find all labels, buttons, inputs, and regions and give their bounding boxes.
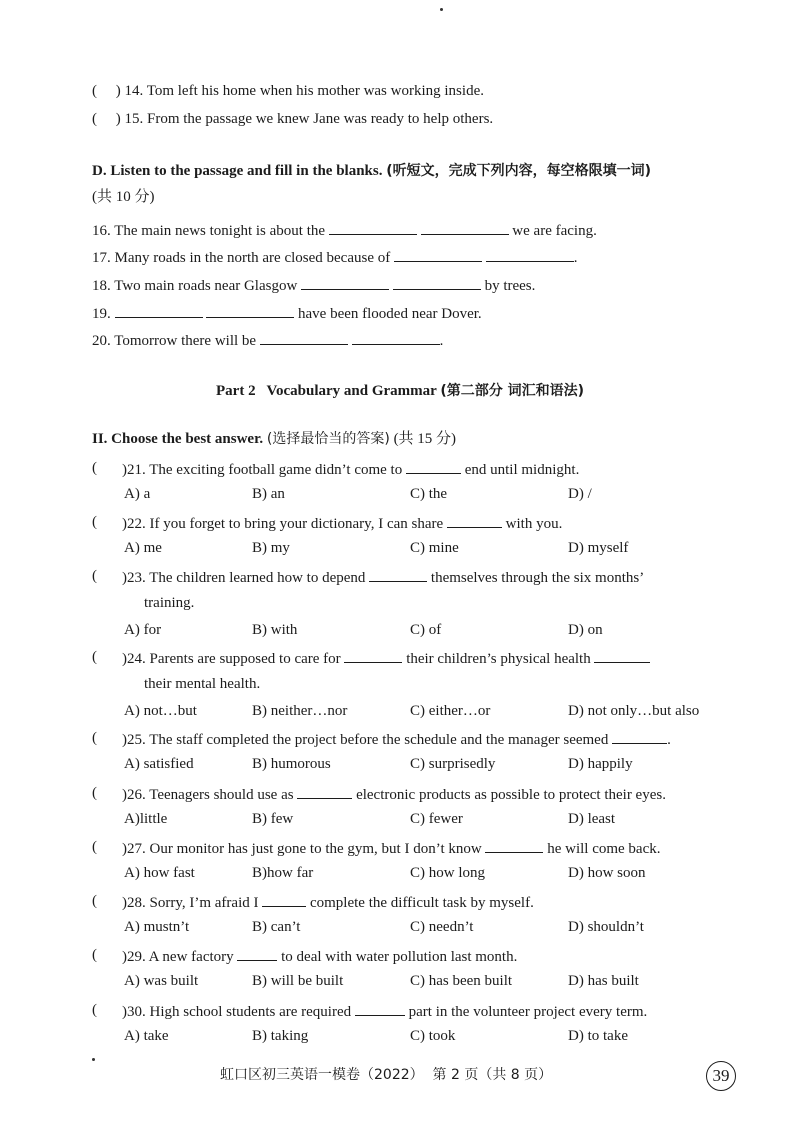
answer-paren[interactable]: ( (92, 460, 97, 476)
option-c[interactable]: C) surprisedly (410, 756, 496, 772)
question-text: part in the volunteer project every term. (408, 1004, 648, 1020)
section-ii-title: II. Choose the best answer. (92, 431, 264, 447)
option-c[interactable]: C) of (410, 622, 442, 638)
option-b[interactable]: B) with (252, 622, 298, 638)
scan-dot (440, 8, 443, 11)
blank-input[interactable] (297, 784, 352, 799)
blank-input[interactable] (352, 330, 440, 345)
question-text: The exciting football game didn’t come to (149, 462, 403, 478)
item-text: From the passage we knew Jane was ready to help others. (147, 111, 494, 127)
question-text: Our monitor has just gone to the gym, but I don’t know (149, 841, 482, 857)
question-number: )22. (122, 516, 150, 532)
question-text: their children’s physical health (406, 651, 591, 667)
option-d[interactable]: D) / (568, 486, 592, 502)
option-a[interactable]: A)little (124, 811, 168, 827)
question-text: Teenagers should use as (149, 787, 294, 803)
question-number: )26. (122, 787, 150, 803)
option-c[interactable]: C) took (410, 1028, 456, 1044)
answer-paren[interactable]: ( (92, 649, 97, 665)
option-d[interactable]: D) happily (568, 756, 633, 772)
question-text: electronic products as possible to protect their eyes. (356, 787, 666, 803)
blank-input[interactable] (394, 247, 482, 262)
option-c[interactable]: C) mine (410, 540, 459, 556)
tf-item-15 (92, 110, 493, 128)
blank-input[interactable] (594, 648, 650, 663)
question-text: themselves through the six months’ (430, 570, 645, 586)
blank-input[interactable] (329, 220, 417, 235)
question-22 (122, 513, 562, 533)
option-a[interactable]: A) satisfied (124, 756, 194, 772)
option-b[interactable]: B) my (252, 540, 290, 556)
question-text: he will come back. (547, 841, 661, 857)
option-a[interactable]: A) take (124, 1028, 169, 1044)
question-continuation: their mental health. (144, 676, 261, 692)
blank-input[interactable] (115, 303, 203, 318)
option-d[interactable]: D) not only…but also (568, 703, 700, 719)
question-text: The staff completed the project before the schedule and the manager seemed (149, 732, 609, 748)
option-c[interactable]: C) the (410, 486, 448, 502)
option-d[interactable]: D) to take (568, 1028, 628, 1044)
page-footer: 虹口区初三英语一模卷（2022） 第 2 页（共 8 页） (220, 1067, 553, 1083)
question-25 (122, 729, 671, 749)
question-text: complete the difficult task by myself. (309, 895, 534, 911)
item-text: Tom left his home when his mother was working inside. (146, 83, 484, 99)
question-30 (122, 1001, 647, 1021)
option-b[interactable]: B) humorous (252, 756, 331, 772)
tf-item-14 (92, 82, 484, 100)
blank-input[interactable] (485, 838, 543, 853)
option-d[interactable]: D) has built (568, 973, 639, 989)
option-a[interactable]: A) for (124, 622, 162, 638)
section-d-points: (共 10 分) (92, 189, 155, 205)
option-b[interactable]: B) an (252, 486, 285, 502)
question-24 (122, 648, 650, 668)
question-text: end until midnight. (464, 462, 580, 478)
question-text: If you forget to bring your dictionary, I can share (149, 516, 444, 532)
question-28 (122, 892, 534, 912)
fill-item-19: 19. have been flooded near Dover. (92, 303, 482, 323)
question-26 (122, 784, 666, 804)
question-number: )27. (122, 841, 150, 857)
question-continuation: training. (144, 595, 195, 611)
option-b[interactable]: B) taking (252, 1028, 309, 1044)
option-b[interactable]: B) few (252, 811, 294, 827)
option-b[interactable]: B) can’t (252, 919, 301, 935)
question-number: )21. (122, 462, 150, 478)
section-d-title: D. Listen to the passage and fill in the blanks. (92, 163, 383, 179)
question-text: to deal with water pollution last month. (281, 949, 518, 965)
question-number: )23. (122, 570, 150, 586)
answer-paren[interactable]: ( (92, 785, 97, 801)
option-a[interactable]: A) not…but (124, 703, 197, 719)
option-c[interactable]: C) either…or (410, 703, 491, 719)
option-b[interactable]: B) neither…nor (252, 703, 348, 719)
section-ii-heading (92, 430, 456, 448)
answer-paren[interactable]: ( (92, 568, 97, 584)
section-ii-points: (共 15 分) (393, 431, 457, 447)
option-b[interactable]: B)how far (252, 865, 314, 881)
blank-input[interactable] (237, 946, 277, 961)
blank-input[interactable] (301, 275, 389, 290)
blank-input[interactable] (421, 220, 509, 235)
question-text: with you. (505, 516, 563, 532)
option-a[interactable]: A) me (124, 540, 162, 556)
part2-heading (216, 382, 584, 400)
blank-input[interactable] (393, 275, 481, 290)
blank-input[interactable] (486, 247, 574, 262)
option-d[interactable]: D) how soon (568, 865, 646, 881)
answer-paren[interactable]: ( (92, 893, 97, 909)
option-a[interactable]: A) was built (124, 973, 199, 989)
part2-title: Part 2 Vocabulary and Grammar (216, 383, 437, 399)
blank-input[interactable] (369, 567, 427, 582)
option-d[interactable]: D) myself (568, 540, 629, 556)
blank-input[interactable] (612, 729, 667, 744)
option-c[interactable]: C) how long (410, 865, 485, 881)
answer-paren[interactable]: ( (92, 1002, 97, 1018)
question-text: High school students are required (149, 1004, 352, 1020)
scan-dot (92, 1058, 95, 1061)
question-number: )30. (122, 1004, 150, 1020)
question-number: )28. (122, 895, 150, 911)
option-a[interactable]: A) how fast (124, 865, 195, 881)
fill-item-20: 20. Tomorrow there will be . (92, 330, 443, 350)
blank-input[interactable] (260, 330, 348, 345)
option-c[interactable]: C) needn’t (410, 919, 474, 935)
option-d[interactable]: D) shouldn’t (568, 919, 644, 935)
option-a[interactable]: A) mustn’t (124, 919, 190, 935)
option-d[interactable]: D) on (568, 622, 603, 638)
part2-title-cn: (第二部分 词汇和语法) (440, 383, 584, 399)
fill-item-17: 17. Many roads in the north are closed because of . (92, 247, 578, 267)
question-number: )29. (122, 949, 149, 965)
fill-item-18: 18. Two main roads near Glasgow by trees. (92, 275, 535, 295)
blank-input[interactable] (355, 1001, 405, 1016)
question-21 (122, 459, 579, 479)
option-c[interactable]: C) has been built (410, 973, 513, 989)
question-number: )25. (122, 732, 150, 748)
option-b[interactable]: B) will be built (252, 973, 344, 989)
page-number-badge: 39 (706, 1061, 736, 1091)
answer-paren[interactable]: ( (92, 947, 97, 963)
question-number: )24. (122, 651, 150, 667)
answer-paren[interactable]: ( (92, 730, 97, 746)
option-a[interactable]: A) a (124, 486, 151, 502)
item-number: 15. (124, 111, 144, 127)
answer-paren[interactable]: ( (92, 514, 97, 530)
question-text: A new factory (148, 949, 234, 965)
question-23 (122, 567, 644, 587)
option-d[interactable]: D) least (568, 811, 616, 827)
question-text: Sorry, I’m afraid I (149, 895, 259, 911)
blank-input[interactable] (344, 648, 402, 663)
section-d-title-cn: (听短文，完成下列内容，每空格限填一词) (386, 163, 652, 179)
question-text: . (667, 732, 671, 748)
question-27 (122, 838, 661, 858)
answer-paren[interactable]: ( (92, 839, 97, 855)
blank-input[interactable] (206, 303, 294, 318)
blank-input[interactable] (262, 892, 306, 907)
section-ii-title-cn: (选择最恰当的答案) (266, 431, 390, 447)
answer-paren[interactable]: ( ) (92, 111, 121, 127)
question-text: Parents are supposed to care for (149, 651, 341, 667)
item-number: 14. (124, 83, 144, 99)
answer-paren[interactable]: ( ) (92, 83, 121, 99)
section-d-heading (92, 162, 651, 180)
blank-input[interactable] (406, 459, 461, 474)
option-c[interactable]: C) fewer (410, 811, 463, 827)
blank-input[interactable] (447, 513, 502, 528)
question-text: The children learned how to depend (149, 570, 366, 586)
fill-item-16: 16. The main news tonight is about the we are facing. (92, 220, 597, 240)
question-29 (122, 946, 517, 966)
